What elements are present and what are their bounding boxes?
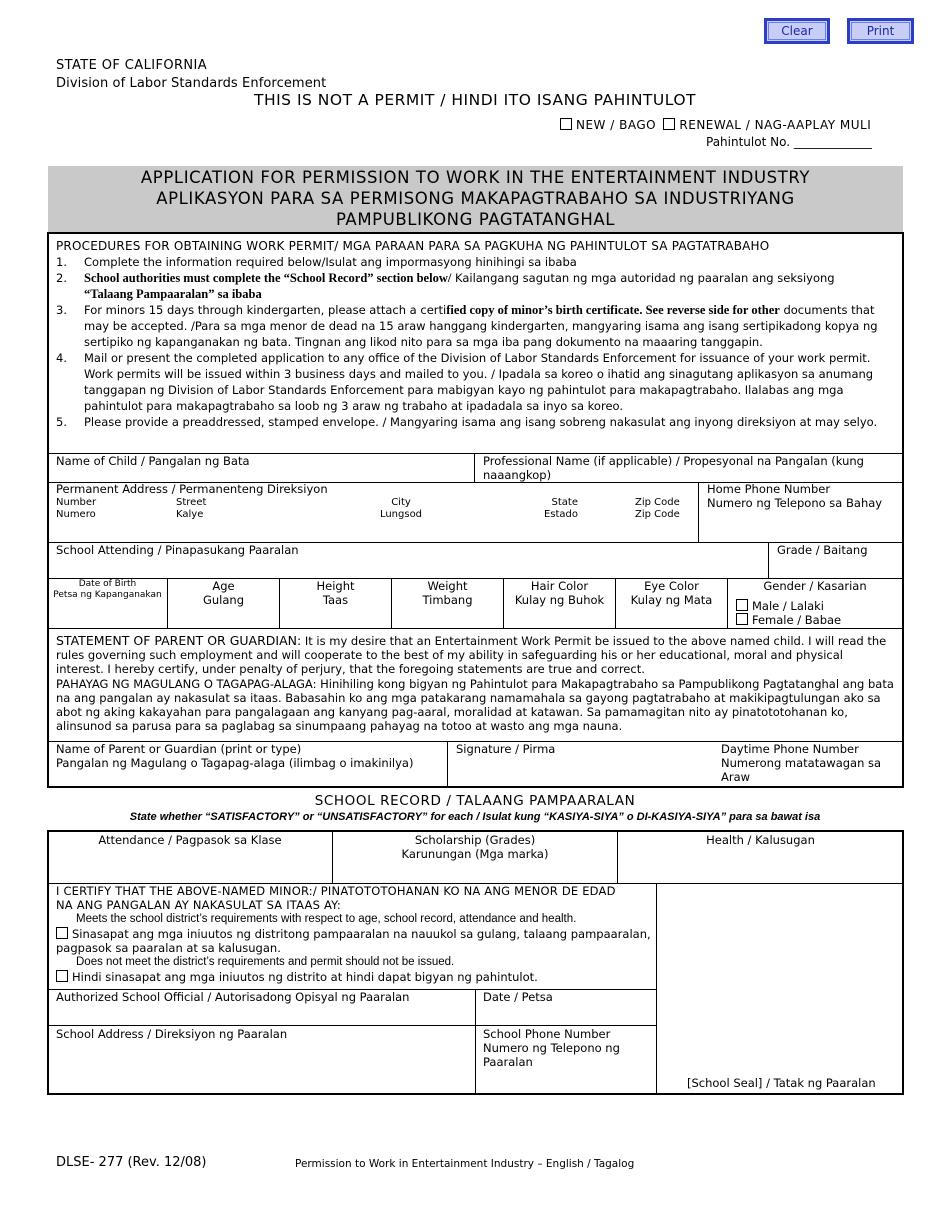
title-line-1: APPLICATION FOR PERMISSION TO WORK IN THE ENTERTAINMENT INDUSTRY [140,168,811,187]
school-phone-field[interactable]: School Phone Number Numero ng Telepono ng Paaralan [483,1027,620,1069]
school-record-heading: SCHOOL RECORD / TALAANG PAMPAARALAN [314,793,636,809]
female-checkbox[interactable] [736,613,748,625]
certify-statement: I CERTIFY THAT THE ABOVE-NAMED MINOR:/ PINATOTOTOHANAN KO NA ANG MENOR DE EDAD NA ANG PANGALAN AY NAKASULAT SA ITAAS AY: [56,884,616,912]
age-field[interactable]: Age Gulang [202,579,245,607]
attendance-field[interactable]: Attendance / Pagpasok sa Klase [98,833,282,847]
address-label: Permanent Address / Permanenteng Direksiyon [56,482,328,496]
gender-label: Gender / Kasarian [763,579,867,593]
meets-requirements-text: Meets the school district’s requirements with respect to age, school record, attendance and health. [76,913,577,925]
guardian-statement: STATEMENT OF PARENT OR GUARDIAN: It is my desire that an Entertainment Work Permit be issued to the above named child. I will read the rules governing such employment and will cooperate to the best of my ability in safeguarding his or her educational, moral and physical interest. I hereby certify, under penalty of perjury, that the foregoing statements are true and correct. PAHAYAG NG MAGULANG O TAGAPAG-ALAGA: Hinihiling kong bigyan ng Pahintulot para Makapagtrabaho sa Pampublikong Pagtatanghal ang bata na ang pangalan ay nakasulat sa itaas. Babasahin ko ang mga patakarang namamahala sa gayong pagtatrabaho at makikipagtulungan ako sa abot ng aking kakayahan para pangalagaan ang kanyang pag-aaral, moralidad at katawan. Sa pamamagitan nito ay pinatototohanan ko, alinsunod sa parusa para sa paglabag sa sinumpaang pahayag na totoo at wasto ang mga nauna. [56,633,894,734]
statement-tagalog: PAHAYAG NG MAGULANG O TAGAPAG-ALAGA: Hinihiling kong bigyan ng Pahintulot para Makapagtrabaho sa Pampublikong Pagtatanghal ang bata na ang pangalan ay nakasulat sa itaas. Babasahin ko ang mga patakarang namamahala sa gayong pagtatrabaho at makikipagtulungan ako sa abot ng aking kakayahan para pangalagaan ang kanyang pag-aaral, moralidad at katawan. Sa pamamagitan nito ay pinatototohanan ko, alinsunod sa parusa para sa paglabag sa sinumpaang pahayag na totoo at wasto ang mga nauna. [56,676,894,734]
dob-field[interactable]: Date of Birth Petsa ng Kapanganakan [53,579,162,600]
school-address-field[interactable]: School Address / Direksiyon ng Paaralan [56,1027,288,1041]
school-record-instruction: State whether “SATISFACTORY” or “UNSATISFACTORY” for each / Isulat kung “KASIYA-SIYA” o DI-KASIYA-SIYA” para sa bawat isa [129,811,821,823]
home-phone-field[interactable]: Home Phone Number Numero ng Telepono sa Bahay [707,482,883,510]
parent-name-field[interactable]: Name of Parent or Guardian (print or type) Pangalan ng Magulang o Tagapag-alaga (ilimbag o imakinilya) [56,742,414,770]
new-checkbox[interactable] [560,118,572,130]
procedure-item-1: 1. Complete the information required below/Isulat ang impormasyong hinihingi sa ibaba [56,255,577,269]
not-permit-notice: THIS IS NOT A PERMIT / HINDI ITO ISANG PAHINTULOT [253,91,697,109]
school-attending-field[interactable]: School Attending / Pinapasukang Paaralan [56,543,299,557]
not-meets-requirements-text: Does not meet the district’s requirements and permit should not be issued. [76,956,455,968]
not-meets-option[interactable]: Hindi sinasapat ang mga iniuutos ng distrito at hindi dapat bigyan ng pahintulot. [56,970,538,984]
signature-field[interactable]: Signature / Pirma [456,742,556,756]
meets-checkbox[interactable] [56,927,68,939]
procedure-item-5: 5. Please provide a preaddressed, stamped envelope. / Mangyaring isama ang isang sobreng nakasulat ang inyong direksiyon at may selyo. [56,415,878,429]
title-line-3: PAMPUBLIKONG PAGTATANGHAL [335,210,616,229]
state-heading: STATE OF CALIFORNIA [56,58,208,73]
number-label: Number Numero [56,497,97,520]
grade-field[interactable]: Grade / Baitang [777,543,868,557]
new-label: NEW / BAGO [576,118,657,132]
procedures-section [56,238,896,430]
date-field[interactable]: Date / Petsa [483,990,553,1004]
hair-color-field[interactable]: Hair Color Kulay ng Buhok [514,579,605,607]
application-type [560,118,871,132]
male-option[interactable]: Male / Lalaki [736,599,824,613]
statement-heading: STATEMENT OF PARENT OR GUARDIAN: [56,633,302,648]
renewal-checkbox[interactable] [663,118,675,130]
procedure-item-2: 2. School authorities must complete the “School Record” section below/ Kailangang sagutan ng mga autoridad ng paaralan ang seksiyong “Talaang Pampaaralan” sa ibaba [56,271,835,301]
title-line-2: APLIKASYON PARA SA PERMISONG MAKAPAGTRABAHO SA INDUSTRIYANG [156,189,795,208]
daytime-phone-field[interactable]: Daytime Phone Number Numerong matatawagan sa Araw [721,742,882,784]
title-banner [48,166,903,232]
school-seal-area: [School Seal] / Tatak ng Paaralan [687,1076,876,1090]
procedures-heading: PROCEDURES FOR OBTAINING WORK PERMIT/ MGA PARAAN PARA SA PAGKUHA NG PAHINTULOT SA PAGTATRABAHO [56,239,770,253]
height-field[interactable]: Height Taas [316,579,355,607]
permit-number: Pahintulot No. _____________ [706,135,872,149]
form-id: DLSE- 277 (Rev. 12/08) [56,1155,207,1170]
male-checkbox[interactable] [736,599,748,611]
city-label: City Lungsod [379,497,423,520]
zip-label: Zip Code Zip Code [635,497,680,520]
not-meets-checkbox[interactable] [56,970,68,982]
eye-color-field[interactable]: Eye Color Kulay ng Mata [630,579,713,607]
renewal-label: RENEWAL / NAG-AAPLAY MULI [679,118,872,132]
weight-field[interactable]: Weight Timbang [422,579,473,607]
state-label: State Estado [543,497,578,520]
meets-option[interactable]: Sinasapat ang mga iniuutos ng distritong pampaaralan na nauukol sa gulang, talaang pampaaralan, pagpasok sa paaralan at sa kalusugan. [56,927,651,955]
procedure-item-4: 4. Mail or present the completed application to any office of the Division of Labor Standards Enforcement for issuance of your work permit. Work permits will be issued within 3 business days and mailed to you. / Ipadala sa koreo o ihatid ang sinagutang aplikasyon sa anumang tanggapan ng Division of Labor Standards Enforcement para mabigyan kayo ng pahintulot para makapagtrabaho. Ilalabas ang mga pahintulot para makapagtrabaho sa loob ng 3 araw ng trabaho at ipadadala sa inyo sa koreo. [56,351,874,413]
procedure-item-3: 3. For minors 15 days through kindergarten, please attach a certified copy of minor’s birth certificate. See reverse side for other documents that may be accepted. /Para sa mga menor de dead na 15 araw hanggang kindergarten, mangyaring isama ang isang sertipikadong kopya ng sertipiko ng kapanganakan ng bata. Tingnan ang likod nito para sa mga iba pang dokumento na maaaring tanggapin. [56,303,878,349]
scholarship-field[interactable]: Scholarship (Grades) Karunungan (Mga marka) [401,833,549,861]
print-button[interactable]: Print [847,18,914,44]
health-field[interactable]: Health / Kalusugan [706,833,815,847]
professional-name-field[interactable]: Professional Name (if applicable) / Propesyonal na Pangalan (kung naaangkop) [483,454,864,482]
street-label: Street Kalye [176,497,207,520]
form-description: Permission to Work in Entertainment Industry – English / Tagalog [295,1158,635,1170]
clear-button[interactable]: Clear [764,18,830,44]
school-official-field[interactable]: Authorized School Official / Autorisadong Opisyal ng Paaralan [56,990,410,1004]
child-name-field[interactable]: Name of Child / Pangalan ng Bata [56,454,250,468]
division-heading: Division of Labor Standards Enforcement [56,76,327,91]
female-option[interactable]: Female / Babae [736,613,841,627]
